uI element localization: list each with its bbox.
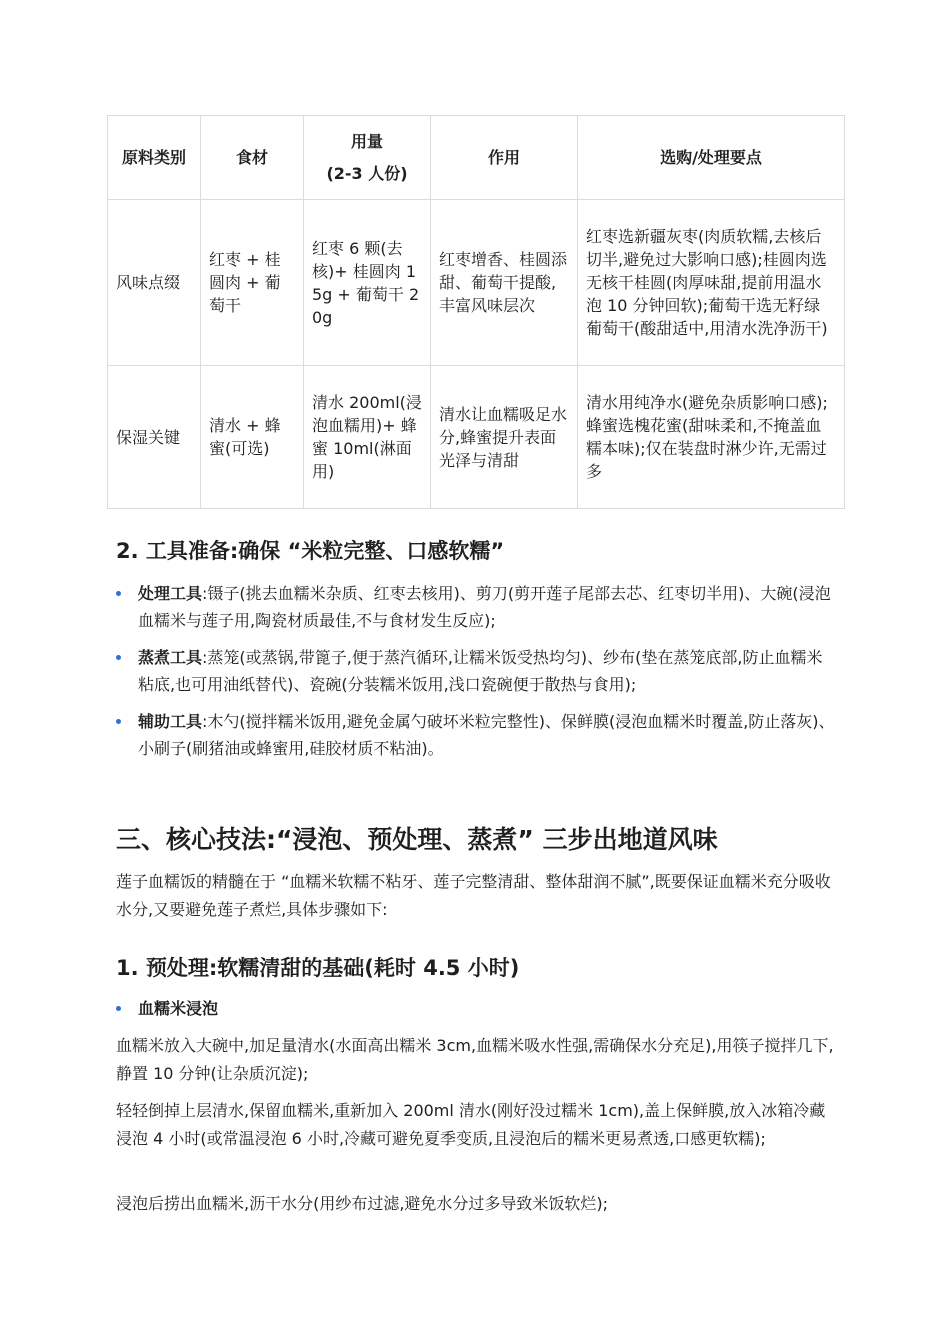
- cell-ingredient: 红枣 + 桂圆肉 + 葡萄干: [201, 200, 304, 366]
- header-effect: 作用: [431, 116, 578, 200]
- core-intro: 莲子血糯饭的精髓在于 “血糯米软糯不粘牙、莲子完整清甜、整体甜润不腻”,既要保证血糯米充分吸收水分,又要避免莲子煮烂,具体步骤如下:: [116, 872, 831, 919]
- bullet-icon: [116, 591, 121, 596]
- item-label: 处理工具: [138, 584, 203, 603]
- header-tips: 选购/处理要点: [578, 116, 845, 200]
- list-item: [116, 644, 836, 698]
- cell-amount: 红枣 6 颗(去核)+ 桂圆肉 15g + 葡萄干 20g: [304, 200, 431, 366]
- item-text: :镊子(挑去血糯米杂质、红枣去核用)、剪刀(剪开莲子尾部去芯、红枣切半用)、大碗(浸泡血糯米与莲子用,陶瓷材质最佳,不与食材发生反应);: [138, 584, 831, 630]
- core-heading: 三、核心技法:“浸泡、预处理、蒸煮” 三步出地道风味: [116, 825, 718, 854]
- table-row: [108, 200, 845, 366]
- item-label: 蒸煮工具: [138, 648, 203, 667]
- cell-category: 风味点缀: [108, 200, 201, 366]
- header-ingredient: 食材: [201, 116, 304, 200]
- cell-effect: 红枣增香、桂圆添甜、葡萄干提酸,丰富风味层次: [431, 200, 578, 366]
- list-item: [116, 708, 836, 762]
- item-label: 辅助工具: [138, 712, 203, 731]
- tools-heading: 2. 工具准备:确保 “米粒完整、口感软糯”: [116, 539, 505, 563]
- header-amount: [304, 116, 431, 200]
- item-label: 血糯米浸泡: [138, 999, 219, 1018]
- tools-list: [116, 580, 836, 762]
- table-header-row: [108, 116, 845, 200]
- bullet-icon: [116, 655, 121, 660]
- list-item: [116, 580, 836, 634]
- cell-tips: 红枣选新疆灰枣(肉质软糯,去核后切半,避免过大影响口感);桂圆肉选无核干桂圆(肉厚味甜,提前用温水泡 10 分钟回软);葡萄干选无籽绿葡萄干(酸甜适中,用清水洗净沥干): [578, 200, 845, 366]
- cell-effect: 清水让血糯吸足水分,蜂蜜提升表面光泽与清甜: [431, 366, 578, 509]
- ingredient-table: [107, 115, 845, 509]
- table-row: [108, 366, 845, 509]
- cell-category: 保湿关键: [108, 366, 201, 509]
- cell-amount: 清水 200ml(浸泡血糯用)+ 蜂蜜 10ml(淋面用): [304, 366, 431, 509]
- pre-heading: 1. 预处理:软糯清甜的基础(耗时 4.5 小时): [116, 956, 520, 980]
- bullet-icon: [116, 719, 121, 724]
- list-item: [116, 995, 836, 1022]
- item-text: :蒸笼(或蒸锅,带篦子,便于蒸汽循环,让糯米饭受热均匀)、纱布(垫在蒸笼底部,防止血糯米粘底,也可用油纸替代)、瓷碗(分装糯米饭用,浅口瓷碗便于散热与食用);: [138, 648, 823, 694]
- cell-tips: 清水用纯净水(避免杂质影响口感);蜂蜜选槐花蜜(甜味柔和,不掩盖血糯本味);仅在装盘时淋少许,无需过多: [578, 366, 845, 509]
- header-category: 原料类别: [108, 116, 201, 200]
- header-amount-sub: (2-3 人份): [326, 164, 408, 183]
- pre-paragraph: 轻轻倒掉上层清水,保留血糯米,重新加入 200ml 清水(刚好没过糯米 1cm),盖上保鲜膜,放入冰箱冷藏浸泡 4 小时(或常温浸泡 6 小时,冷藏可避免夏季变质,且浸泡后的糯米更易煮透,口感更软糯);: [116, 1101, 826, 1148]
- pre-list: [116, 995, 836, 1022]
- item-text: :木勺(搅拌糯米饭用,避免金属勺破坏米粒完整性)、保鲜膜(浸泡血糯米时覆盖,防止落灰)、小刷子(刷猪油或蜂蜜用,硅胶材质不粘油)。: [138, 712, 835, 758]
- bullet-icon: [116, 1006, 121, 1011]
- pre-paragraph: 浸泡后捞出血糯米,沥干水分(用纱布过滤,避免水分过多导致米饭软烂);: [116, 1194, 609, 1213]
- pre-paragraph: 血糯米放入大碗中,加足量清水(水面高出糯米 3cm,血糯米吸水性强,需确保水分充足),用筷子搅拌几下,静置 10 分钟(让杂质沉淀);: [116, 1036, 834, 1083]
- cell-ingredient: 清水 + 蜂蜜(可选): [201, 366, 304, 509]
- header-amount-label: 用量: [350, 132, 383, 151]
